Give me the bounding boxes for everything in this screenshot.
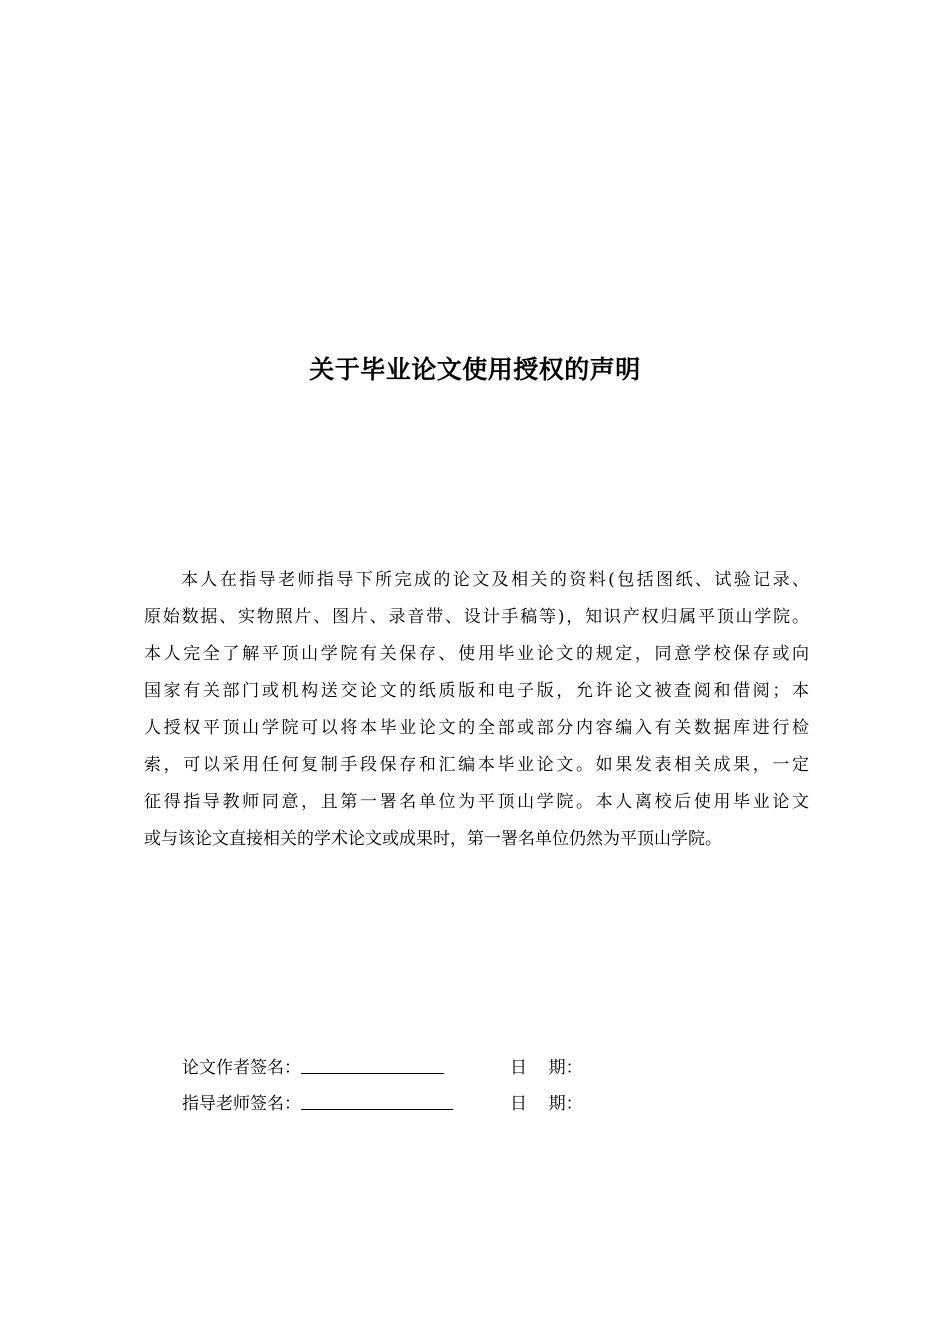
advisor-signature-row — [182, 1089, 583, 1119]
advisor-date-label: 日 期： — [510, 1094, 583, 1114]
paragraph-line: 国家有关部门或机构送交论文的纸质版和电子版，允许论文被查阅和借阅；本 — [144, 681, 809, 701]
page-title: 关于毕业论文使用授权的声明 — [309, 355, 641, 384]
advisor-signature-label: 指导老师签名： — [182, 1094, 301, 1114]
advisor-signature-blank[interactable] — [301, 1090, 453, 1110]
paragraph-line: 或与该论文直接相关的学术论文或成果时，第一署名单位仍然为平顶山学院。 — [144, 829, 722, 849]
paragraph-line: 征得指导教师同意，且第一署名单位为平顶山学院。本人离校后使用毕业论文 — [144, 792, 809, 812]
paragraph-line: 本人在指导老师指导下所完成的论文及相关的资料(包括图纸、试验记录、 — [181, 570, 809, 590]
author-signature-row — [182, 1053, 583, 1083]
paragraph-line: 索，可以采用任何复制手段保存和汇编本毕业论文。如果发表相关成果，一定 — [144, 755, 809, 775]
paragraph-line: 原始数据、实物照片、图片、录音带、设计手稿等)，知识产权归属平顶山学院。 — [144, 607, 809, 627]
author-signature-label: 论文作者签名： — [182, 1058, 301, 1078]
author-signature-blank[interactable] — [301, 1054, 444, 1074]
paragraph-line: 人授权平顶山学院可以将本毕业论文的全部或部分内容编入有关数据库进行检 — [144, 718, 809, 738]
author-date-label: 日 期： — [510, 1058, 583, 1078]
paragraph-line: 本人完全了解平顶山学院有关保存、使用毕业论文的规定，同意学校保存或向 — [144, 644, 809, 664]
declaration-paragraph — [144, 562, 809, 858]
